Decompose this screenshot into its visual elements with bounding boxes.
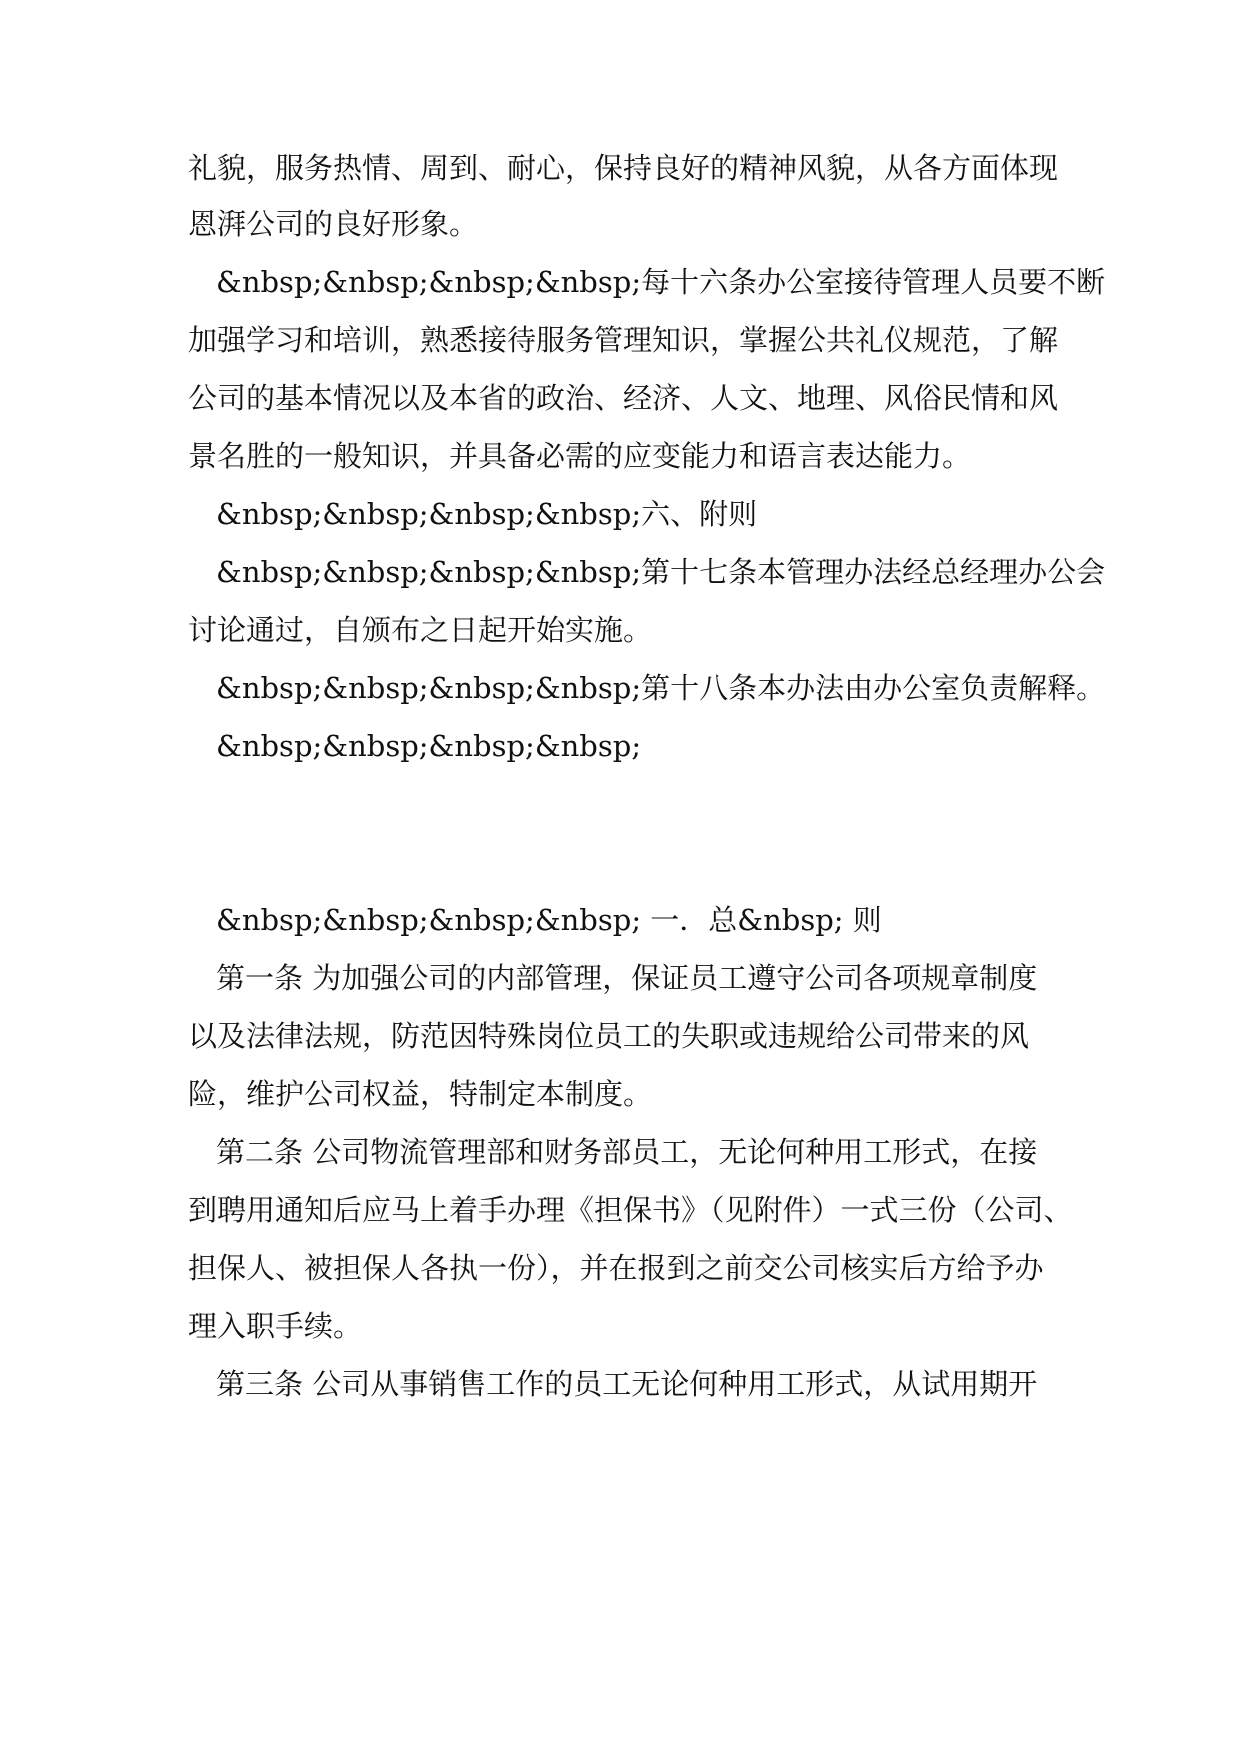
paragraph-line: 担保人、被担保人各执一份），并在报到之前交公司核实后方给予办 [188, 1251, 1044, 1285]
paragraph-line: &nbsp;&nbsp;&nbsp;&nbsp; [216, 729, 642, 763]
paragraph-line: &nbsp;&nbsp;&nbsp;&nbsp;第十八条本办法由办公室负责解释。 [216, 671, 1106, 705]
section-heading: &nbsp;&nbsp;&nbsp;&nbsp;六、附则 [216, 497, 758, 531]
paragraph-line: 讨论通过，自颁布之日起开始实施。 [188, 613, 653, 647]
paragraph-line: 公司的基本情况以及本省的政治、经济、人文、地理、风俗民情和风 [188, 381, 1059, 415]
paragraph-line: 以及法律法规，防范因特殊岗位员工的失职或违规给公司带来的风 [188, 1019, 1030, 1053]
paragraph-line: &nbsp;&nbsp;&nbsp;&nbsp;第十七条本管理办法经总经理办公会 [216, 555, 1106, 589]
paragraph-line: 景名胜的一般知识，并具备必需的应变能力和语言表达能力。 [188, 439, 972, 473]
paragraph-line: 理入职手续。 [188, 1309, 363, 1343]
section-heading: &nbsp;&nbsp;&nbsp;&nbsp; 一．总&nbsp; 则 [216, 903, 882, 937]
paragraph-line: 第三条 公司从事销售工作的员工无论何种用工形式，从试用期开 [216, 1367, 1038, 1401]
paragraph-line: 礼貌，服务热情、周到、耐心，保持良好的精神风貌，从各方面体现 [188, 151, 1059, 185]
paragraph-line: &nbsp;&nbsp;&nbsp;&nbsp;每十六条办公室接待管理人员要不断 [216, 265, 1106, 299]
paragraph-line: 险，维护公司权益，特制定本制度。 [188, 1077, 653, 1111]
paragraph-line: 第二条 公司物流管理部和财务部员工，无论何种用工形式，在接 [216, 1135, 1038, 1169]
paragraph-line: 恩湃公司的良好形象。 [188, 207, 479, 241]
paragraph-line: 到聘用通知后应马上着手办理《担保书》（见附件）一式三份（公司、 [188, 1193, 1073, 1227]
paragraph-line: 第一条 为加强公司的内部管理，保证员工遵守公司各项规章制度 [216, 961, 1038, 995]
paragraph-line: 加强学习和培训，熟悉接待服务管理知识，掌握公共礼仪规范，了解 [188, 323, 1059, 357]
